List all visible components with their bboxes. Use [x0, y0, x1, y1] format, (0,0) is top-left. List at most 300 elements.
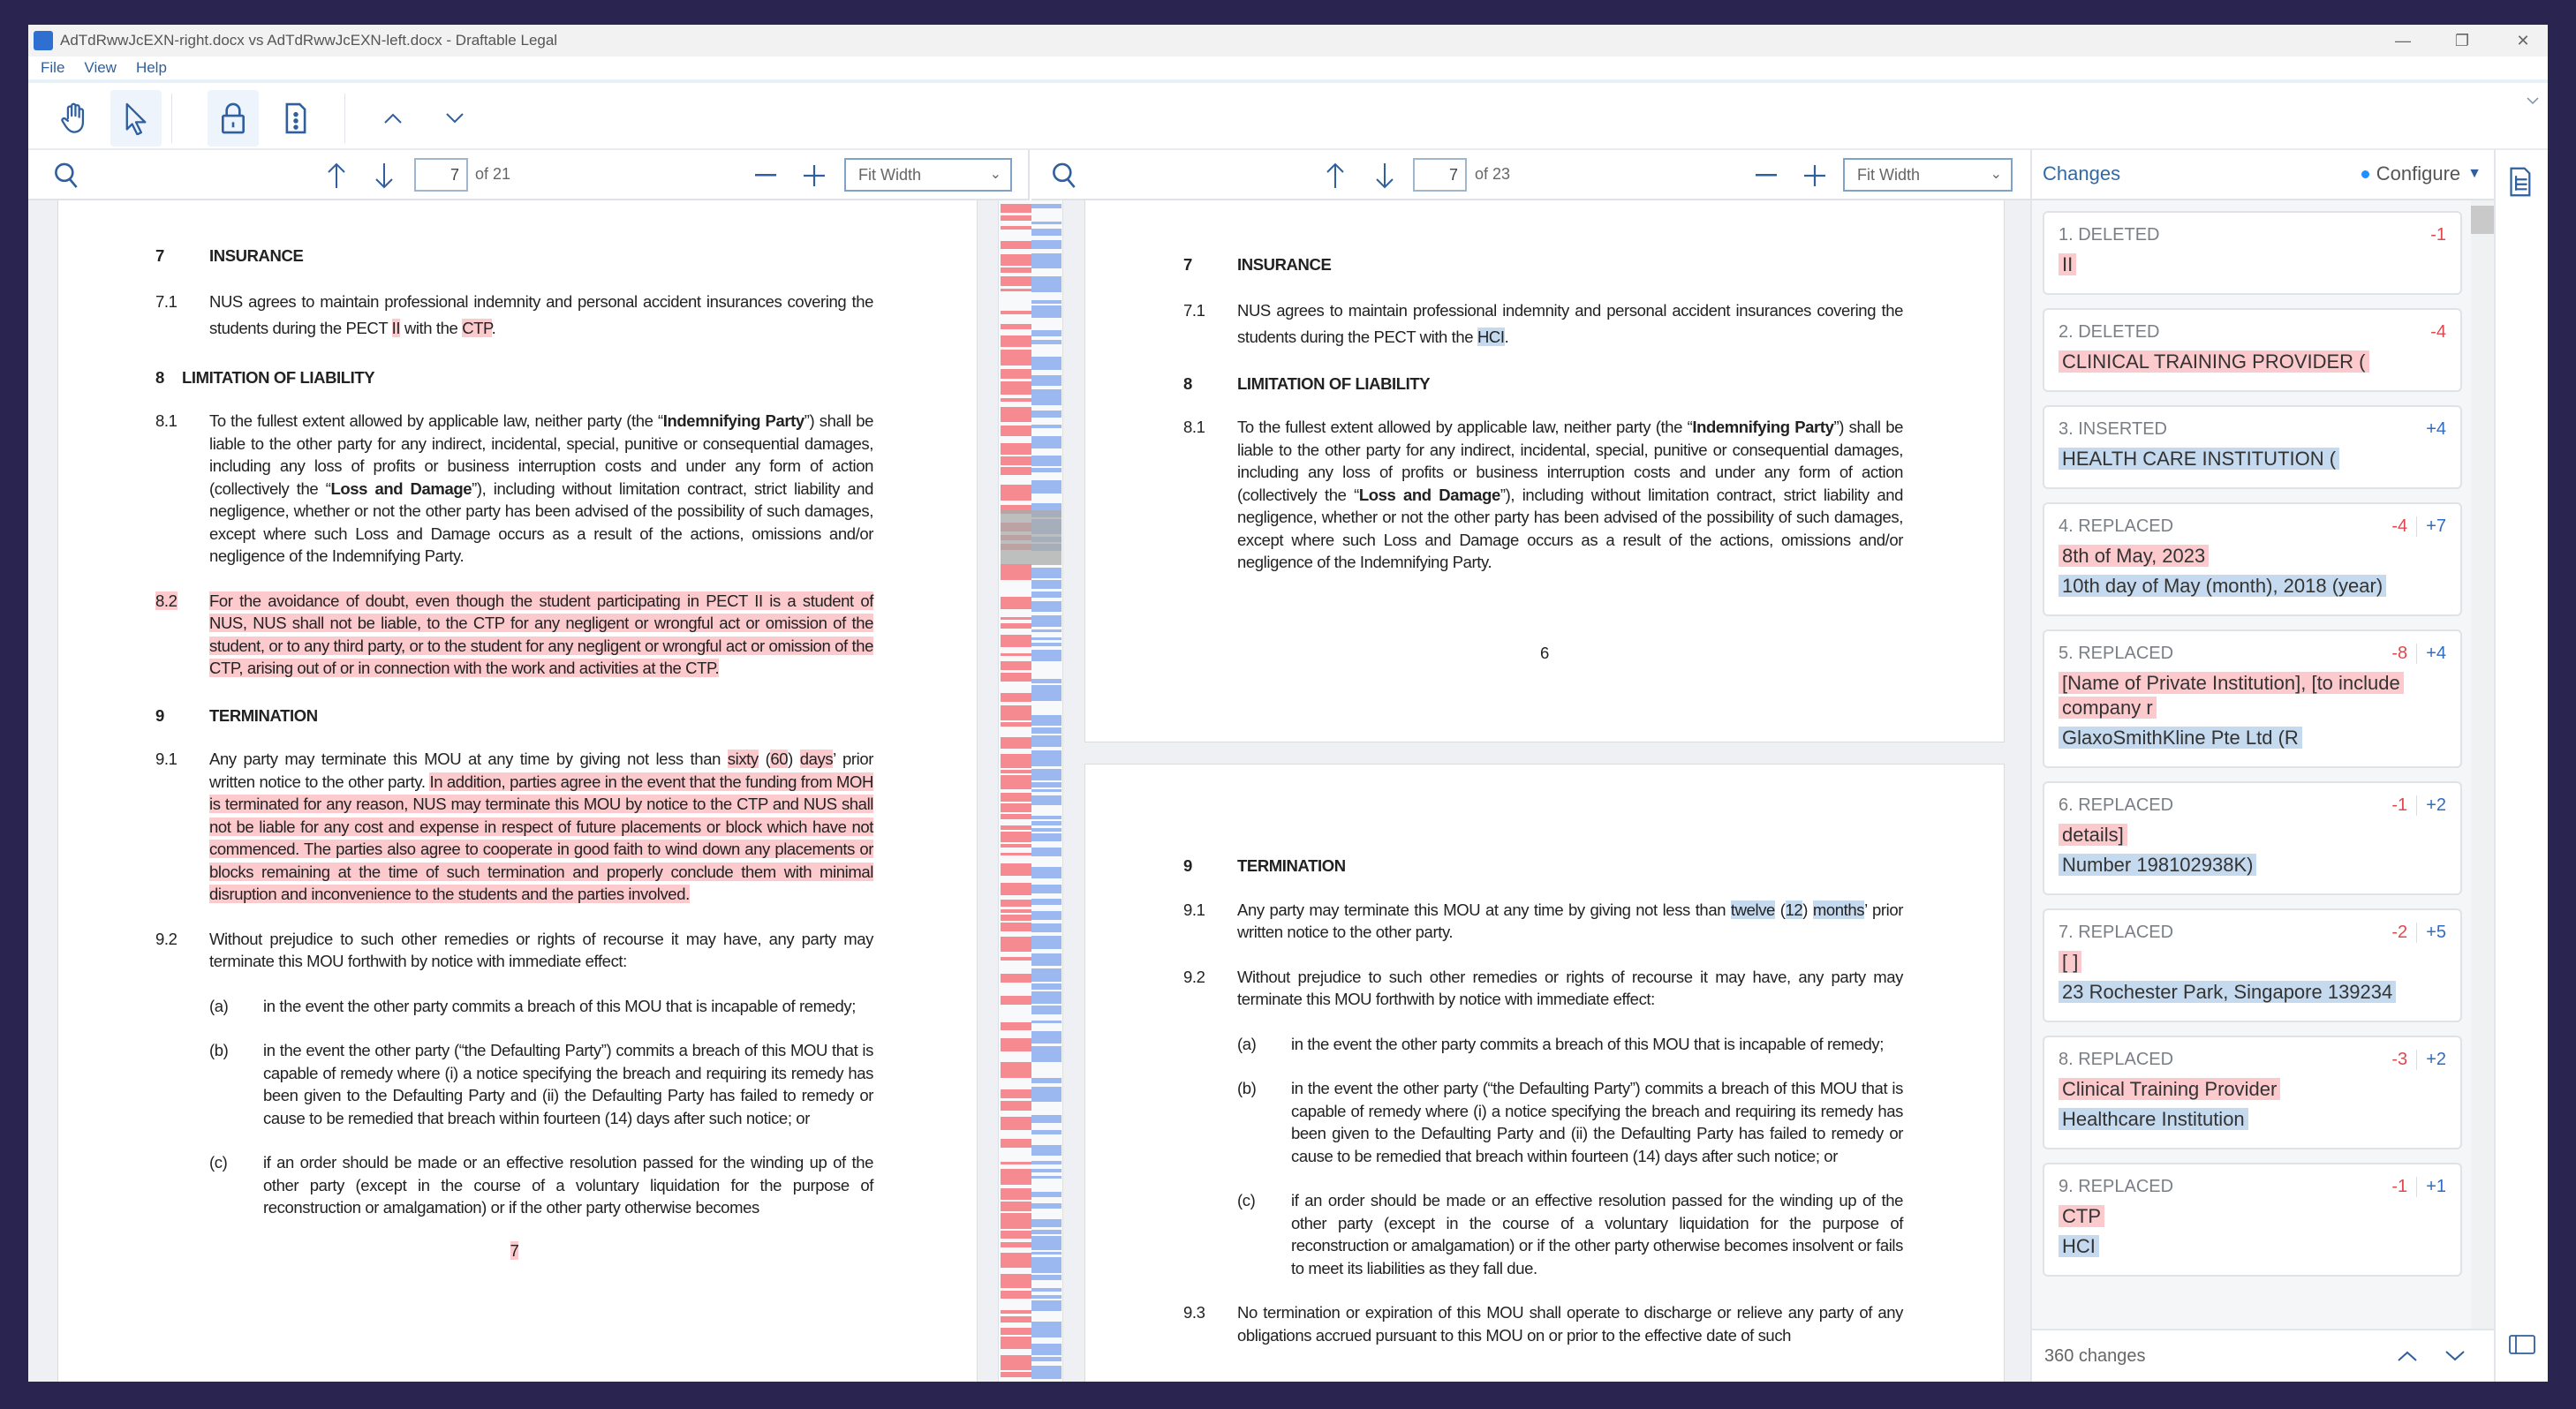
right-zoom-in-button[interactable]: [1802, 159, 1828, 192]
change-marker[interactable]: [1001, 204, 1031, 213]
changes-panel: [2030, 200, 2494, 1382]
section-heading: [1183, 253, 1903, 276]
menu-bar: [28, 57, 2548, 83]
change-marker[interactable]: [1001, 1188, 1031, 1200]
count-divider: [2416, 1050, 2417, 1070]
change-marker[interactable]: [1031, 1046, 1061, 1062]
change-card[interactable]: [2043, 308, 2462, 392]
removed-count: -3: [2391, 1050, 2408, 1069]
change-marker[interactable]: [1031, 715, 1061, 726]
clause-text: [209, 245, 873, 267]
change-marker[interactable]: [1001, 267, 1031, 273]
change-marker[interactable]: [1001, 381, 1031, 395]
change-marker[interactable]: [1031, 253, 1061, 268]
change-marker[interactable]: [1001, 1328, 1031, 1335]
lock-scroll-button[interactable]: [208, 90, 259, 147]
changes-header: [2030, 150, 2494, 200]
clause-number: 9.2: [155, 929, 178, 948]
change-marker[interactable]: [1031, 601, 1061, 612]
change-marker[interactable]: [1031, 637, 1061, 640]
clause-paragraph: [1183, 298, 1903, 350]
change-marker[interactable]: [1031, 580, 1061, 589]
change-marker[interactable]: [1001, 974, 1031, 983]
menu-help[interactable]: Help: [135, 59, 167, 76]
clause-number: (c): [209, 1153, 228, 1172]
change-marker[interactable]: [1031, 968, 1061, 982]
right-search-button[interactable]: [1049, 159, 1079, 192]
bold-text: Indemnifying Party: [662, 411, 805, 430]
change-marker[interactable]: [1001, 832, 1031, 842]
text-run: ”) shall be liable to the other party for any indirect, incidental, special, punitive or consequential damages, including any loss of profits or business interruption costs and under any form of action (collectively the “: [209, 411, 874, 498]
change-marker[interactable]: [1031, 1357, 1061, 1361]
change-marker[interactable]: [1001, 1337, 1031, 1349]
menu-file[interactable]: File: [41, 59, 65, 76]
change-marker[interactable]: [1031, 276, 1061, 292]
bold-text: Loss and Damage: [1358, 485, 1500, 504]
change-marker[interactable]: [1001, 398, 1031, 402]
added-count: +2: [2426, 795, 2446, 815]
inserted-text: 12: [1785, 900, 1803, 919]
change-marker[interactable]: [1031, 375, 1061, 386]
change-marker[interactable]: [1001, 1038, 1031, 1051]
change-marker[interactable]: [1031, 222, 1061, 224]
text-run: TERMINATION: [209, 705, 318, 725]
clause-number: 7.1: [155, 291, 178, 311]
sidebar-panel-icon: [2509, 1334, 2535, 1355]
change-marker[interactable]: [1031, 1219, 1061, 1227]
previous-change-button[interactable]: [367, 90, 419, 147]
change-marker[interactable]: [1001, 1139, 1031, 1148]
change-card[interactable]: [2043, 211, 2462, 295]
change-marker[interactable]: [1031, 1087, 1061, 1102]
change-marker[interactable]: [1001, 407, 1031, 422]
clause-text: [1291, 1033, 1903, 1056]
right-previous-page-button[interactable]: [1322, 159, 1348, 192]
change-marker[interactable]: [1001, 335, 1031, 347]
count-divider: [2416, 516, 2417, 537]
plus-icon: [1803, 164, 1826, 187]
change-marker[interactable]: [1031, 1300, 1061, 1311]
scrollbar-thumb[interactable]: [2471, 206, 2494, 234]
sub-clause: [209, 1039, 873, 1129]
change-marker[interactable]: [1031, 591, 1061, 598]
select-tool-button[interactable]: [110, 90, 162, 147]
change-marker[interactable]: [1001, 705, 1031, 720]
change-card-header: [2059, 795, 2446, 816]
change-marker[interactable]: [1031, 436, 1061, 448]
window-title: AdTdRwwJcEXN-right.docx vs AdTdRwwJcEXN-left.docx - Draftable Legal: [60, 32, 558, 49]
left-document-viewer[interactable]: [28, 200, 998, 1382]
change-counts: [2391, 795, 2446, 816]
minimize-button[interactable]: —: [2395, 31, 2411, 49]
change-marker[interactable]: [1031, 795, 1061, 805]
toggle-changes-list-button[interactable]: [2507, 165, 2537, 199]
change-marker[interactable]: [1001, 617, 1031, 620]
change-marker[interactable]: [1031, 983, 1061, 990]
change-marker[interactable]: [1001, 653, 1031, 656]
arrow-down-icon: [1375, 162, 1394, 190]
change-marker[interactable]: [1001, 597, 1031, 609]
right-document-page-6: [1084, 200, 2005, 742]
changes-scrollbar[interactable]: [2471, 200, 2494, 1329]
hand-icon: [59, 102, 89, 135]
clause-text: [209, 289, 873, 342]
change-marker[interactable]: [1031, 480, 1061, 494]
changes-list[interactable]: [2043, 211, 2462, 1325]
change-marker[interactable]: [1001, 693, 1031, 702]
inserted-snippet: Number 198102938K): [2059, 853, 2446, 878]
deleted-snippet: 8th of May, 2023: [2059, 544, 2446, 569]
menu-view[interactable]: View: [84, 59, 117, 76]
chevron-up-icon: [382, 111, 404, 125]
change-marker[interactable]: [1031, 1006, 1061, 1014]
count-divider: [2416, 644, 2417, 664]
change-marker[interactable]: [1031, 340, 1061, 344]
change-card-header: [2059, 644, 2446, 664]
change-marker[interactable]: [1001, 957, 1031, 961]
change-marker[interactable]: [1031, 330, 1061, 336]
change-marker[interactable]: [1001, 923, 1031, 931]
clause-number: 8: [1183, 373, 1192, 393]
change-marker[interactable]: [1001, 1162, 1031, 1164]
restore-button[interactable]: ❐: [2454, 31, 2470, 49]
count-divider: [2416, 795, 2417, 816]
change-marker[interactable]: [1031, 425, 1061, 428]
change-marker[interactable]: [1031, 1031, 1061, 1044]
change-marker[interactable]: [1031, 867, 1061, 878]
change-marker[interactable]: [1031, 885, 1061, 893]
text-run: ”), including without limitation contract, strict liability and negligence, whether or not the other party has been advised of the possibility of such damages, except where such Loss and Damage occurs as a result of the actions, omissions and/or negligence of the Indemnifying Party.: [209, 478, 873, 565]
section-heading: [155, 245, 873, 267]
right-document-page-7: [1084, 764, 2005, 1382]
change-marker[interactable]: [1031, 685, 1061, 701]
deleted-text: In addition, parties agree in the event that the funding from MOH is terminated for any reason, NUS may terminate this MOU by notice to the CTP and NUS shall not be liable for any cost and expense in respect of future placements or block which have not commenced. The parties also agree to cooperate in good faith to wind down any placements or blocks remaining at the time of such termination and properly conclude them with minimal disruption and inconvenience to the students and the parties involved.: [209, 772, 874, 903]
change-marker[interactable]: [1031, 300, 1061, 304]
left-zoom-out-button[interactable]: [752, 159, 779, 192]
next-change-button[interactable]: [429, 90, 480, 147]
left-zoom-select[interactable]: [844, 158, 1012, 192]
change-marker[interactable]: [1031, 1161, 1061, 1164]
change-marker[interactable]: [1031, 1021, 1061, 1023]
change-marker[interactable]: [1031, 953, 1061, 966]
chevron-down-icon: [2444, 1350, 2466, 1362]
change-marker[interactable]: [1031, 1257, 1061, 1273]
clause-number: 9.1: [155, 750, 178, 768]
change-type-label: 7. REPLACED: [2059, 923, 2174, 942]
change-marker[interactable]: [1001, 770, 1031, 773]
right-zoom-value: Fit Width: [1857, 166, 1921, 184]
change-marker[interactable]: [1031, 899, 1061, 905]
change-marker[interactable]: [1031, 1145, 1061, 1156]
change-marker[interactable]: [1001, 1062, 1031, 1078]
change-marker[interactable]: [1031, 1288, 1061, 1292]
change-card[interactable]: [2043, 908, 2462, 1022]
change-counts: [2430, 225, 2446, 245]
app-window: [28, 25, 2548, 1382]
change-type-label: 6. REPLACED: [2059, 795, 2174, 815]
change-marker[interactable]: [1031, 1295, 1061, 1299]
change-marker[interactable]: [1001, 289, 1031, 291]
change-marker[interactable]: [1001, 426, 1031, 436]
change-marker[interactable]: [1031, 769, 1061, 780]
deleted-snippet: II: [2059, 252, 2446, 277]
change-marker[interactable]: [1031, 991, 1061, 1004]
change-marker[interactable]: [1031, 821, 1061, 825]
change-marker[interactable]: [1031, 615, 1061, 627]
text-run: if an order should be made or an effective resolution passed for the winding up of the other party (except in the course of a voluntary liquidation for the purpose of reconstruction or amalgamation) or if the other party otherwise becomes: [263, 1153, 873, 1217]
left-page-input[interactable]: 7: [414, 158, 468, 192]
left-previous-page-button[interactable]: [323, 159, 350, 192]
change-marker[interactable]: [1031, 789, 1061, 792]
change-marker[interactable]: [1001, 900, 1031, 907]
change-marker[interactable]: [1001, 775, 1031, 789]
text-run: Any party may terminate this MOU at any time by giving not less than: [1237, 900, 1731, 919]
arrow-up-icon: [327, 162, 346, 190]
left-zoom-in-button[interactable]: [801, 159, 827, 192]
change-marker[interactable]: [1001, 1202, 1031, 1211]
change-marker[interactable]: [1001, 1316, 1031, 1322]
hand-tool-button[interactable]: [49, 90, 100, 147]
change-marker[interactable]: [1001, 635, 1031, 647]
toggle-sidebar-button[interactable]: [2507, 1330, 2537, 1360]
previous-change-footer-button[interactable]: [2394, 1343, 2421, 1369]
close-button[interactable]: ✕: [2516, 31, 2530, 49]
right-next-page-button[interactable]: [1371, 159, 1398, 192]
change-marker[interactable]: [1031, 1176, 1061, 1179]
lock-icon: [220, 102, 246, 135]
change-marker[interactable]: [1001, 844, 1031, 848]
clause-text: [1237, 298, 1903, 350]
change-marker[interactable]: [1001, 1355, 1031, 1370]
added-count: +2: [2426, 1050, 2446, 1069]
document-view-button[interactable]: [270, 90, 321, 147]
clause-number: 9.3: [1183, 1303, 1205, 1322]
clause-paragraph: [155, 590, 873, 680]
change-marker[interactable]: [1001, 996, 1031, 1005]
change-marker[interactable]: [1031, 833, 1061, 841]
change-marker[interactable]: [1001, 1253, 1031, 1268]
change-marker[interactable]: [1001, 467, 1031, 475]
collapse-toolbar-button[interactable]: [2524, 92, 2542, 109]
change-marker[interactable]: [1031, 679, 1061, 683]
removed-count: -1: [2391, 1177, 2408, 1196]
change-marker[interactable]: [1031, 357, 1061, 370]
count-divider: [2416, 923, 2417, 943]
change-marker[interactable]: [1031, 1230, 1061, 1234]
clause-number: 8: [155, 367, 164, 387]
inserted-text: months: [1812, 900, 1865, 919]
change-marker[interactable]: [1001, 1022, 1031, 1030]
change-marker[interactable]: [1001, 1242, 1031, 1247]
change-overview-minimap[interactable]: [998, 200, 1063, 1382]
change-marker[interactable]: [1001, 254, 1031, 266]
change-card-header: [2059, 1177, 2446, 1197]
right-document-viewer[interactable]: [1063, 200, 2030, 1382]
change-card[interactable]: [2043, 1163, 2462, 1277]
text-run: Any party may terminate this MOU at any time by giving not less than: [209, 750, 728, 768]
arrow-up-icon: [1326, 162, 1345, 190]
change-marker[interactable]: [1031, 456, 1061, 466]
text-run: To the fullest extent allowed by applicable law, neither party (the “: [1237, 418, 1693, 436]
change-marker[interactable]: [1001, 909, 1031, 913]
change-marker[interactable]: [1001, 722, 1031, 727]
text-run: in the event the other party (“the Defaulting Party”) commits a breach of this MOU that is capable of remedy where (i) a notice specifying the breach and requiring its remedy has been given to the Defaulting Party and (ii) the Defaulting Party has failed to remedy or cause to be remedied that breach within fourteen (14) days after such notice; or: [1291, 1079, 1903, 1165]
plus-icon: [803, 164, 826, 187]
change-type-label: 9. REPLACED: [2059, 1177, 2174, 1196]
clause-text: [263, 1039, 873, 1129]
change-marker[interactable]: [1031, 750, 1061, 766]
change-marker[interactable]: [1001, 673, 1031, 682]
change-marker[interactable]: [1001, 215, 1031, 221]
change-counts: [2391, 1050, 2446, 1070]
change-marker[interactable]: [1001, 241, 1031, 249]
text-run: ): [788, 750, 800, 768]
change-marker[interactable]: [1001, 564, 1031, 580]
change-marker[interactable]: [1001, 276, 1031, 286]
change-marker[interactable]: [1001, 623, 1031, 629]
change-marker[interactable]: [1001, 1089, 1031, 1098]
changes-footer: [2032, 1329, 2494, 1382]
removed-count: -1: [2430, 225, 2446, 245]
deleted-text: days: [799, 750, 834, 768]
change-marker[interactable]: [1001, 324, 1031, 329]
clause-text: [1237, 899, 1903, 944]
text-run: ”) shall be liable to the other party for any indirect, incidental, special, punitive or consequential damages, including any loss of profits or business interruption costs and under any form of action (collectively the “: [1237, 418, 1904, 504]
change-marker[interactable]: [1031, 1322, 1061, 1337]
change-marker[interactable]: [1031, 936, 1061, 949]
change-marker[interactable]: [1001, 661, 1031, 670]
removed-count: -1: [2391, 795, 2408, 815]
chevron-up-icon: [2397, 1350, 2418, 1362]
change-marker[interactable]: [1001, 1274, 1031, 1288]
change-marker[interactable]: [1031, 1115, 1061, 1123]
change-marker[interactable]: [1031, 1236, 1061, 1250]
change-marker[interactable]: [1031, 848, 1061, 856]
chevron-down-icon: ⌄: [1990, 167, 2002, 182]
change-marker[interactable]: [1001, 311, 1031, 314]
text-run: INSURANCE: [1237, 255, 1332, 274]
change-marker[interactable]: [1031, 782, 1061, 787]
change-marker[interactable]: [1001, 754, 1031, 768]
clause-text: [209, 590, 873, 680]
change-marker[interactable]: [1001, 226, 1031, 230]
change-marker[interactable]: [1031, 1078, 1061, 1083]
clause-text: [1291, 1189, 1903, 1279]
clause-text: [182, 366, 873, 389]
change-marker[interactable]: [1031, 923, 1061, 932]
toolbar: [28, 87, 2548, 150]
change-marker[interactable]: [1031, 1344, 1061, 1355]
clause-number: 7: [1183, 255, 1192, 274]
left-next-page-button[interactable]: [371, 159, 397, 192]
change-marker[interactable]: [1031, 568, 1061, 578]
change-card[interactable]: [2043, 781, 2462, 895]
deleted-text: CTP: [462, 318, 492, 337]
change-card[interactable]: [2043, 629, 2462, 768]
change-marker[interactable]: [1001, 793, 1031, 802]
left-search-button[interactable]: [51, 159, 81, 192]
change-marker[interactable]: [1031, 229, 1061, 236]
change-marker[interactable]: [1001, 863, 1031, 876]
minus-icon: [755, 174, 776, 177]
change-card[interactable]: [2043, 405, 2462, 489]
change-marker[interactable]: [1031, 911, 1061, 920]
clause-number: 7.1: [1183, 300, 1205, 320]
change-marker[interactable]: [1031, 468, 1061, 472]
change-marker[interactable]: [1031, 1252, 1061, 1255]
change-marker[interactable]: [1001, 853, 1031, 855]
change-marker[interactable]: [1001, 1231, 1031, 1239]
change-marker[interactable]: [1001, 456, 1031, 465]
change-marker[interactable]: [1001, 915, 1031, 921]
change-marker[interactable]: [1031, 411, 1061, 418]
arrow-down-icon: [374, 162, 394, 190]
change-marker[interactable]: [1031, 389, 1061, 405]
deleted-snippet: CTP: [2059, 1204, 2446, 1229]
change-marker[interactable]: [1031, 643, 1061, 646]
inserted-snippet: GlaxoSmithKline Pte Ltd (R: [2059, 726, 2446, 750]
change-marker[interactable]: [1001, 1169, 1031, 1185]
clause-text: [1237, 966, 1903, 1011]
change-marker[interactable]: [1001, 485, 1031, 501]
deleted-text: II: [391, 318, 401, 337]
change-marker[interactable]: [1001, 350, 1031, 365]
change-marker[interactable]: [1031, 650, 1061, 661]
change-marker[interactable]: [1031, 1203, 1061, 1209]
change-marker[interactable]: [1031, 727, 1061, 734]
change-marker[interactable]: [1031, 1366, 1061, 1379]
change-card[interactable]: [2043, 1036, 2462, 1149]
change-marker[interactable]: [1001, 937, 1031, 952]
right-zoom-out-button[interactable]: [1753, 159, 1779, 192]
change-counts: [2426, 419, 2446, 440]
change-marker[interactable]: [1001, 803, 1031, 812]
change-marker[interactable]: [1001, 825, 1031, 830]
change-marker[interactable]: [1001, 1291, 1031, 1299]
change-marker[interactable]: [1001, 1372, 1031, 1377]
change-marker[interactable]: [1031, 828, 1061, 832]
change-marker[interactable]: [1031, 1192, 1061, 1197]
right-page-input[interactable]: 7: [1413, 158, 1467, 192]
change-marker[interactable]: [1031, 240, 1061, 249]
pointer-icon: [123, 102, 149, 135]
change-marker[interactable]: [1031, 1169, 1061, 1172]
change-marker[interactable]: [1031, 1275, 1061, 1280]
change-marker[interactable]: [1001, 443, 1031, 455]
change-marker[interactable]: [1001, 1213, 1031, 1229]
next-change-footer-button[interactable]: [2442, 1343, 2468, 1369]
change-marker[interactable]: [1031, 816, 1061, 819]
change-marker[interactable]: [1001, 883, 1031, 895]
section-heading: [155, 366, 873, 389]
change-marker[interactable]: [1031, 305, 1061, 318]
change-marker[interactable]: [1001, 369, 1031, 379]
change-marker[interactable]: [1001, 737, 1031, 749]
change-marker[interactable]: [1001, 814, 1031, 819]
change-card[interactable]: [2043, 502, 2462, 616]
change-marker[interactable]: [1031, 1130, 1061, 1134]
change-marker[interactable]: [1001, 1310, 1031, 1314]
change-marker[interactable]: [1031, 735, 1061, 747]
change-marker[interactable]: [1031, 204, 1061, 208]
change-marker[interactable]: [1001, 1117, 1031, 1130]
configure-button[interactable]: [2361, 162, 2482, 185]
change-marker[interactable]: [1001, 1101, 1031, 1111]
change-marker[interactable]: [1031, 629, 1061, 632]
right-zoom-select[interactable]: [1843, 158, 2013, 192]
minimap-viewport[interactable]: [1001, 510, 1061, 565]
clause-text: [209, 410, 873, 568]
